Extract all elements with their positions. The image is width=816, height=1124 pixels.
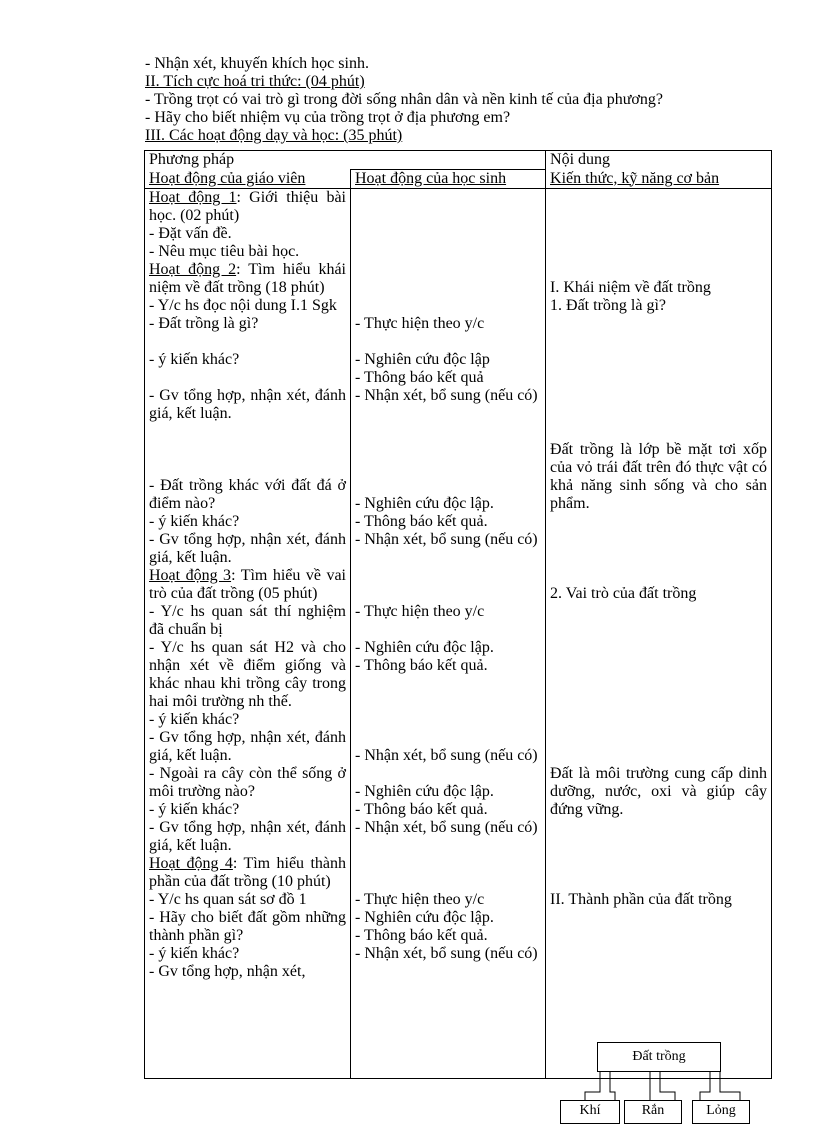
diagram-box-liquid: Lỏng <box>692 1100 750 1124</box>
student-item <box>355 315 541 333</box>
teacher-item <box>149 765 346 801</box>
student-item <box>355 639 541 657</box>
activity-title: Hoạt động 3 <box>149 567 232 584</box>
student-item <box>355 387 541 405</box>
teacher-item <box>149 801 346 819</box>
teacher-item <box>149 891 346 909</box>
student-text: - Thực hiện theo y/c <box>355 315 485 332</box>
student-text: - Nhận xét, bổ sung (nếu có) <box>355 531 538 548</box>
spacer <box>355 189 541 207</box>
spacer <box>550 225 767 243</box>
spacer <box>355 261 541 279</box>
student-text: - Thông báo kết quả <box>355 369 484 386</box>
teacher-item <box>149 639 346 711</box>
student-text: - Nhận xét, bổ sung (nếu có) <box>355 387 538 404</box>
teacher-text: - ý kiến khác? <box>149 351 240 368</box>
student-item <box>355 801 541 819</box>
spacer <box>355 477 541 495</box>
spacer <box>149 333 346 351</box>
spacer <box>550 657 767 675</box>
spacer <box>550 747 767 765</box>
spacer <box>550 513 767 531</box>
student-text: - Thực hiện theo y/c <box>355 603 485 620</box>
student-item <box>355 927 541 945</box>
spacer <box>355 243 541 261</box>
content-text: Đất là môi trường cung cấp dinh dưỡng, nước, oxi và giúp cây đứng vững. <box>550 765 768 818</box>
teacher-text: - Y/c hs quan sát sơ đồ 1 <box>149 891 307 908</box>
spacer <box>355 585 541 603</box>
teacher-item <box>149 855 346 891</box>
student-item <box>355 891 541 909</box>
spacer <box>149 369 346 387</box>
spacer <box>355 837 541 855</box>
spacer <box>550 729 767 747</box>
student-item <box>355 513 541 531</box>
teacher-item <box>149 531 346 567</box>
spacer <box>355 621 541 639</box>
spacer <box>550 693 767 711</box>
teacher-text: - ý kiến khác? <box>149 801 240 818</box>
intro-block <box>145 55 785 145</box>
teacher-text: : Tìm hiểu khái niệm về đất trồng (18 phút) <box>149 261 346 296</box>
student-text: - Nghiên cứu độc lập. <box>355 495 494 512</box>
student-text: - Nghiên cứu độc lập. <box>355 909 494 926</box>
activity-title: Hoạt động 4 <box>149 855 233 872</box>
spacer <box>550 639 767 657</box>
teacher-item <box>149 297 346 315</box>
teacher-text: - Đất trồng là gì? <box>149 315 259 332</box>
teacher-text: - Nêu mục tiêu bài học. <box>149 243 300 260</box>
teacher-text: - Ngoài ra cây còn thể sống ở môi trường nào? <box>149 765 346 800</box>
spacer <box>550 855 767 873</box>
teacher-text: - Hãy cho biết đất gồm những thành phần gì? <box>149 909 346 944</box>
spacer <box>550 369 767 387</box>
teacher-item <box>149 603 346 639</box>
spacer <box>355 711 541 729</box>
intro-line: - Nhận xét, khuyến khích học sinh. <box>145 55 369 72</box>
teacher-item <box>149 513 346 531</box>
spacer <box>355 405 541 423</box>
spacer <box>550 423 767 441</box>
spacer <box>550 873 767 891</box>
teacher-item <box>149 945 346 963</box>
spacer <box>550 567 767 585</box>
student-text: - Thông báo kết quả. <box>355 801 488 818</box>
teacher-item <box>149 963 346 981</box>
spacer <box>550 837 767 855</box>
student-text: - Nhận xét, bổ sung (nếu có) <box>355 747 538 764</box>
content-item <box>550 297 767 315</box>
section-heading-3: III. Các hoạt động dạy và học: (35 phút) <box>145 127 403 144</box>
spacer <box>550 351 767 369</box>
content-column <box>546 189 772 1079</box>
teacher-item <box>149 729 346 765</box>
teacher-text: - ý kiến khác? <box>149 945 240 962</box>
spacer <box>355 675 541 693</box>
content-item <box>550 441 767 513</box>
activity-title: Hoạt động 2 <box>149 261 237 278</box>
body-row <box>145 189 772 1079</box>
spacer <box>550 189 767 207</box>
spacer <box>550 621 767 639</box>
spacer <box>355 693 541 711</box>
student-item <box>355 369 541 387</box>
lesson-plan-table <box>144 150 772 1079</box>
diagram-box-solid: Rắn <box>624 1100 682 1124</box>
teacher-item <box>149 711 346 729</box>
spacer <box>355 225 541 243</box>
teacher-text: : Tìm hiểu thành phần của đất trồng (10 phút) <box>149 855 346 890</box>
teacher-item <box>149 387 346 423</box>
header-knowledge: Kiến thức, kỹ năng cơ bản <box>546 170 772 189</box>
student-item <box>355 747 541 765</box>
student-item <box>355 909 541 927</box>
teacher-text: - Gv tổng hợp, nhận xét, <box>149 963 306 980</box>
teacher-item <box>149 909 346 945</box>
spacer <box>149 459 346 477</box>
spacer <box>550 675 767 693</box>
student-text: - Nghiên cứu độc lập. <box>355 639 494 656</box>
student-item <box>355 819 541 837</box>
teacher-column <box>145 189 351 1079</box>
spacer <box>550 261 767 279</box>
student-text: - Thông báo kết quả. <box>355 927 488 944</box>
spacer <box>355 279 541 297</box>
soil-composition-diagram <box>560 1042 780 1123</box>
content-text: Đất trồng là lớp bề mặt tơi xốp của vỏ trái đất trên đó thực vật có khả năng sinh sống và cho sản phẩm. <box>550 441 768 512</box>
header-content: Nội dung <box>546 151 772 170</box>
teacher-item <box>149 315 346 333</box>
header-teacher: Hoạt động của giáo viên <box>145 170 351 189</box>
spacer <box>355 873 541 891</box>
spacer <box>355 459 541 477</box>
teacher-text: - Đất trồng khác với đất đá ở điểm nào? <box>149 477 346 512</box>
content-text: I. Khái niệm về đất trồng <box>550 279 711 296</box>
teacher-text: - ý kiến khác? <box>149 513 240 530</box>
spacer <box>355 729 541 747</box>
spacer <box>550 711 767 729</box>
teacher-item <box>149 477 346 513</box>
teacher-item <box>149 243 346 261</box>
spacer <box>550 405 767 423</box>
spacer <box>550 603 767 621</box>
student-text: - Thông báo kết quả. <box>355 657 488 674</box>
student-text: - Nhận xét, bổ sung (nếu có) <box>355 945 538 962</box>
content-item <box>550 891 767 909</box>
spacer <box>550 549 767 567</box>
teacher-text: - Y/c hs quan sát H2 và cho nhận xét về điểm giống và khác nhau khi trồng cây trong hai môi trường nh thế. <box>149 639 346 710</box>
spacer <box>550 387 767 405</box>
teacher-text: : Giới thiệu bài học. (02 phút) <box>149 189 347 224</box>
spacer <box>550 315 767 333</box>
teacher-item <box>149 189 346 225</box>
teacher-item <box>149 819 346 855</box>
student-text: - Nghiên cứu độc lập. <box>355 783 494 800</box>
spacer <box>550 333 767 351</box>
teacher-text: - Y/c hs quan sát thí nghiệm đã chuẩn bị <box>149 603 346 638</box>
question-2: - Hãy cho biết nhiệm vụ của trồng trọt ở địa phương em? <box>145 109 511 126</box>
header-student: Hoạt động của học sinh <box>351 170 546 189</box>
student-item <box>355 783 541 801</box>
content-item <box>550 585 767 603</box>
spacer <box>355 423 541 441</box>
content-item <box>550 279 767 297</box>
student-item <box>355 531 541 549</box>
teacher-text: - Đặt vấn đề. <box>149 225 232 242</box>
spacer <box>355 855 541 873</box>
teacher-text: - Y/c hs đọc nội dung I.1 Sgk <box>149 297 337 314</box>
student-item <box>355 603 541 621</box>
student-text: - Nhận xét, bổ sung (nếu có) <box>355 819 538 836</box>
teacher-text: : Tìm hiểu về vai trò của đất trồng (05 phút) <box>149 567 346 602</box>
header-row-1 <box>145 151 772 170</box>
teacher-text: - Gv tổng hợp, nhận xét, đánh giá, kết luận. <box>149 819 346 854</box>
content-text: 1. Đất trồng là gì? <box>550 297 666 314</box>
question-1: - Trồng trọt có vai trò gì trong đời sống nhân dân và nền kinh tế của địa phương? <box>145 91 663 108</box>
student-column <box>351 189 546 1079</box>
content-item <box>550 765 767 819</box>
spacer <box>149 441 346 459</box>
teacher-text: - Gv tổng hợp, nhận xét, đánh giá, kết luận. <box>149 531 346 566</box>
student-text: - Thực hiện theo y/c <box>355 891 485 908</box>
spacer <box>355 333 541 351</box>
content-text: 2. Vai trò của đất trồng <box>550 585 697 602</box>
teacher-item <box>149 261 346 297</box>
content-text: II. Thành phần của đất trồng <box>550 891 732 908</box>
teacher-item <box>149 225 346 243</box>
teacher-text: - ý kiến khác? <box>149 711 240 728</box>
teacher-item <box>149 351 346 369</box>
teacher-text: - Gv tổng hợp, nhận xét, đánh giá, kết luận. <box>149 729 346 764</box>
section-heading-2: II. Tích cực hoá tri thức: (04 phút) <box>145 73 365 90</box>
spacer <box>355 207 541 225</box>
student-text: - Thông báo kết quả. <box>355 513 488 530</box>
spacer <box>550 243 767 261</box>
diagram-box-soil: Đất trồng <box>597 1042 721 1072</box>
student-item <box>355 495 541 513</box>
student-item <box>355 945 541 963</box>
spacer <box>355 297 541 315</box>
spacer <box>355 567 541 585</box>
activity-title: Hoạt động 1 <box>149 189 237 206</box>
spacer <box>149 423 346 441</box>
student-item <box>355 351 541 369</box>
spacer <box>550 819 767 837</box>
spacer <box>355 441 541 459</box>
header-row-2 <box>145 170 772 189</box>
spacer <box>550 531 767 549</box>
header-method: Phương pháp <box>145 151 546 170</box>
spacer <box>355 765 541 783</box>
student-item <box>355 657 541 675</box>
teacher-text: - Gv tổng hợp, nhận xét, đánh giá, kết luận. <box>149 387 346 422</box>
student-text: - Nghiên cứu độc lập <box>355 351 490 368</box>
teacher-item <box>149 567 346 603</box>
diagram-box-gas: Khí <box>560 1100 620 1124</box>
spacer <box>355 549 541 567</box>
spacer <box>550 207 767 225</box>
